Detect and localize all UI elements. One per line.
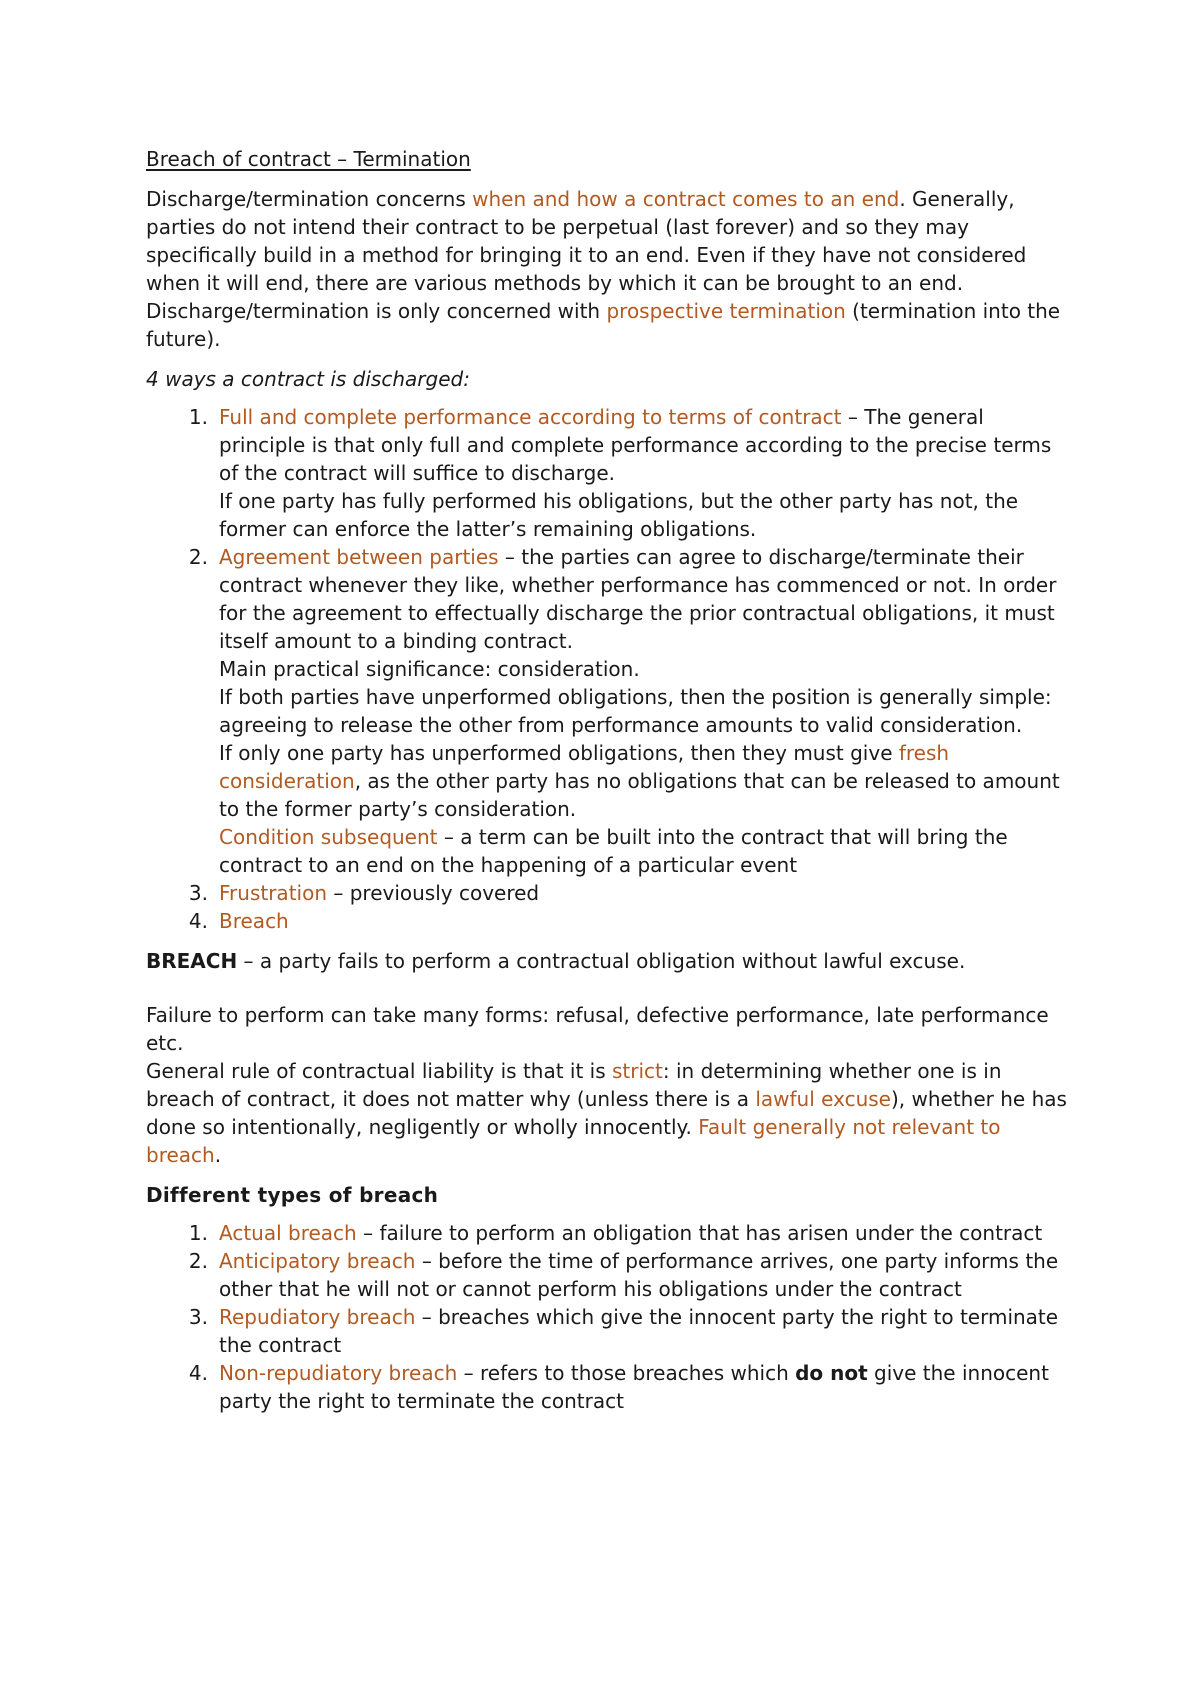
list-number: 4. bbox=[188, 909, 208, 933]
list-item-emphasis: do not bbox=[795, 1361, 868, 1385]
list-item-term: Condition subsequent bbox=[219, 825, 438, 849]
general-rule-paragraph bbox=[146, 1057, 1076, 1169]
list-item-term: Anticipatory breach bbox=[219, 1249, 416, 1273]
list-number: 3. bbox=[188, 881, 208, 905]
list-item bbox=[146, 543, 1076, 879]
types-list bbox=[146, 1219, 1076, 1415]
list-item bbox=[146, 879, 1076, 907]
list-item bbox=[146, 1359, 1076, 1415]
list-number: 1. bbox=[188, 405, 208, 429]
intro-highlight: prospective termination bbox=[606, 299, 846, 323]
document-page bbox=[146, 145, 1076, 1415]
list-item-term: Repudiatory breach bbox=[219, 1305, 416, 1329]
intro-text: . Generally, parties do not intend their contract to be perpetual (last forever) and so they may specifically build in a method for bringing it to an end. Even if they have not considered when it will end, there are various methods by which it can be brought to an end. Discharge/termination is only concerned with bbox=[146, 187, 1027, 323]
failure-paragraph: Failure to perform can take many forms: refusal, defective performance, late performance etc. bbox=[146, 1003, 1049, 1055]
list-item-text: If both parties have unperformed obligations, then the position is generally simple: agreeing to release the other from performance amounts to valid consideration. bbox=[219, 685, 1052, 737]
list-item-term: Full and complete performance according to terms of contract bbox=[219, 405, 842, 429]
list-item-text: – refers to those breaches which bbox=[457, 1361, 796, 1385]
types-heading: Different types of breach bbox=[146, 1183, 439, 1207]
list-item-text: – The general principle is that only full and complete performance according to the precise terms of the contract will suffice to discharge. bbox=[219, 405, 1052, 485]
list-number: 2. bbox=[188, 545, 208, 569]
general-rule-highlight: lawful excuse bbox=[755, 1087, 891, 1111]
intro-paragraph bbox=[146, 185, 1076, 353]
intro-highlight: when and how a contract comes to an end bbox=[472, 187, 900, 211]
list-item-text: If only one party has unperformed obligations, then they must give bbox=[219, 741, 899, 765]
list-number: 3. bbox=[188, 1305, 208, 1329]
list-item-term: fresh consideration bbox=[219, 741, 950, 793]
breach-label: BREACH bbox=[146, 949, 238, 973]
list-item-text: – failure to perform an obligation that has arisen under the contract bbox=[356, 1221, 1043, 1245]
list-item-text: – the parties can agree to discharge/terminate their contract whenever they like, whether performance has commenced or not. In order for the agreement to effectually discharge the prior contractual obligations, it must itself amount to a binding contract. bbox=[219, 545, 1057, 653]
list-item-text: Main practical significance: consideration. bbox=[219, 657, 640, 681]
breach-definition-text: – a party fails to perform a contractual obligation without lawful excuse. bbox=[237, 949, 966, 973]
list-item-text: – previously covered bbox=[327, 881, 540, 905]
list-item bbox=[146, 907, 1076, 935]
list-item-term: Agreement between parties bbox=[219, 545, 499, 569]
list-item-text: , as the other party has no obligations that can be released to amount to the former party’s consideration. bbox=[219, 769, 1060, 821]
list-item bbox=[146, 1303, 1076, 1359]
document-title: Breach of contract – Termination bbox=[146, 147, 471, 171]
list-item-text: give the innocent party the right to terminate the contract bbox=[219, 1361, 1049, 1413]
general-rule-text: General rule of contractual liability is that it is bbox=[146, 1059, 613, 1083]
intro-text: Discharge/termination concerns bbox=[146, 187, 473, 211]
general-rule-text: ), whether he has done so intentionally, negligently or wholly innocently. bbox=[146, 1087, 1067, 1139]
list-number: 1. bbox=[188, 1221, 208, 1245]
list-item bbox=[146, 1219, 1076, 1247]
ways-list bbox=[146, 403, 1076, 935]
list-number: 4. bbox=[188, 1361, 208, 1385]
ways-heading bbox=[146, 365, 1076, 393]
ways-heading-text: 4 ways a contract is discharged: bbox=[146, 367, 470, 391]
list-number: 2. bbox=[188, 1249, 208, 1273]
intro-text: (termination into the future). bbox=[146, 299, 1061, 351]
list-item-text: – a term can be built into the contract that will bring the contract to an end on the happening of a particular event bbox=[219, 825, 1008, 877]
list-item-text: If one party has fully performed his obligations, but the other party has not, the former can enforce the latter’s remaining obligations. bbox=[219, 489, 1019, 541]
general-rule-text: : in determining whether one is in breach of contract, it does not matter why (unless there is a bbox=[146, 1059, 1002, 1111]
general-rule-highlight: strict bbox=[612, 1059, 663, 1083]
list-item-term: Frustration bbox=[219, 881, 327, 905]
list-item bbox=[146, 403, 1076, 543]
list-item-term: Non-repudiatory breach bbox=[219, 1361, 458, 1385]
list-item-term: Actual breach bbox=[219, 1221, 357, 1245]
breach-definition bbox=[146, 947, 1076, 975]
list-item-text: – before the time of performance arrives, one party informs the other that he will not or cannot perform his obligations under the contract bbox=[219, 1249, 1059, 1301]
list-item-term: Breach bbox=[219, 909, 289, 933]
list-item-text: – breaches which give the innocent party the right to terminate the contract bbox=[219, 1305, 1059, 1357]
list-item bbox=[146, 1247, 1076, 1303]
general-rule-text: . bbox=[214, 1143, 222, 1167]
general-rule-highlight: Fault generally not relevant to breach bbox=[146, 1115, 1001, 1167]
